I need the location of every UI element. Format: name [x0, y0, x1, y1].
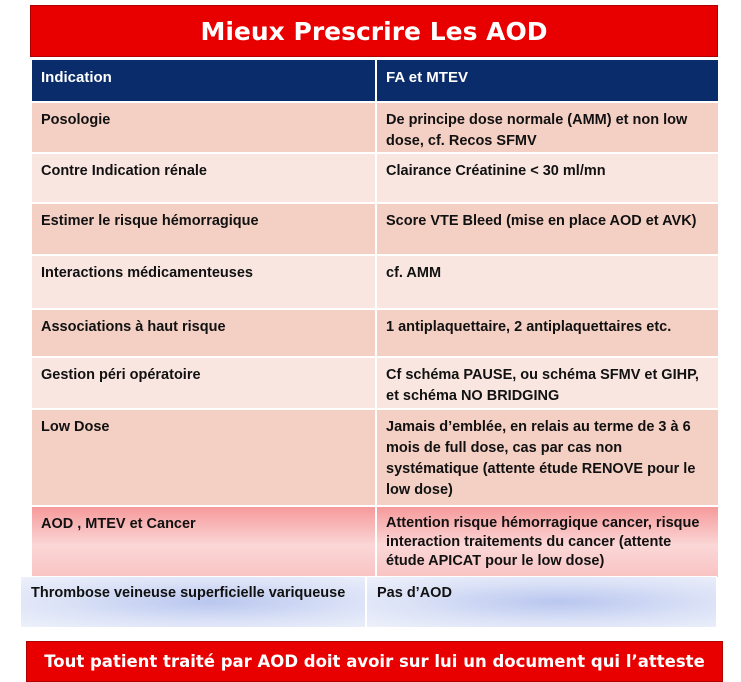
row-value: Cf schéma PAUSE, ou schéma SFMV et GIHP, et schéma NO BRIDGING — [376, 357, 719, 409]
superficial-thrombosis-row — [20, 576, 717, 628]
row-label: Gestion péri opératoire — [31, 357, 376, 409]
row-value: Pas d’AOD — [366, 576, 717, 628]
row-label: Estimer le risque hémorragique — [31, 203, 376, 255]
table-row — [31, 357, 719, 409]
row-label: Contre Indication rénale — [31, 153, 376, 203]
table-row — [31, 309, 719, 357]
footer-banner — [26, 641, 723, 682]
row-value: cf. AMM — [376, 255, 719, 309]
row-label: Thrombose veineuse superficielle variqueuse — [20, 576, 366, 628]
row-value: 1 antiplaquettaire, 2 antiplaquettaires etc. — [376, 309, 719, 357]
row-label: AOD , MTEV et Cancer — [31, 506, 376, 578]
row-label: Low Dose — [31, 409, 376, 506]
page-title: Mieux Prescrire Les AOD — [200, 16, 548, 46]
table-row — [31, 409, 719, 506]
row-value: Jamais d’emblée, en relais au terme de 3 à 6 mois de full dose, cas par cas non systématique (attente étude RENOVE pour le low dose) — [376, 409, 719, 506]
row-label: Associations à haut risque — [31, 309, 376, 357]
row-label: Posologie — [31, 102, 376, 153]
table-header-row — [31, 59, 719, 102]
footer-text: Tout patient traité par AOD doit avoir sur lui un document qui l’atteste — [44, 652, 705, 671]
row-value: Score VTE Bleed (mise en place AOD et AVK) — [376, 203, 719, 255]
table-row — [31, 203, 719, 255]
table-row — [31, 153, 719, 203]
row-value: De principe dose normale (AMM) et non low dose, cf. Recos SFMV — [376, 102, 719, 153]
row-value: Attention risque hémorragique cancer, risque interaction traitements du cancer (attente étude APICAT pour le low dose) — [376, 506, 719, 578]
title-banner — [30, 5, 718, 57]
header-cell-fa-mtev: FA et MTEV — [376, 59, 719, 102]
table-row — [31, 255, 719, 309]
prescription-table — [30, 58, 720, 579]
table-row-cancer — [31, 506, 719, 578]
row-value: Clairance Créatinine < 30 ml/mn — [376, 153, 719, 203]
table-row — [31, 102, 719, 153]
header-cell-indication: Indication — [31, 59, 376, 102]
row-label: Interactions médicamenteuses — [31, 255, 376, 309]
